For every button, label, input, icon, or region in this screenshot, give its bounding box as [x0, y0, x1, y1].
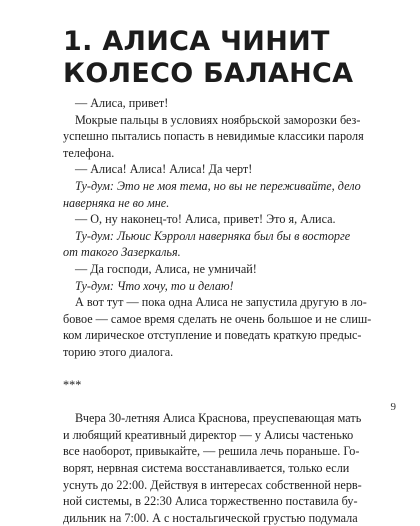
text-line: ной системы, в 22:30 Алиса торжественно поставила бу-: [63, 494, 358, 509]
text-line: уснуть до 22:00. Действуя в интересах собственной нерв-: [63, 477, 362, 492]
section-separator: ***: [63, 378, 82, 393]
text-line: Ту-дум: Льюис Кэрролл наверняка был бы в восторге: [75, 228, 351, 243]
chapter-title-line: КОЛЕСО БАЛАНСА: [63, 58, 354, 89]
text-line: А вот тут — пока одна Алиса не запустила другую в ло-: [75, 295, 367, 310]
paragraph-gap: [63, 361, 359, 378]
text-line: ком лирическое отступление и поведать краткую предыс-: [63, 328, 362, 343]
text-line: — Алиса! Алиса! Алиса! Да черт!: [75, 162, 253, 177]
text-line: Ту-дум: Это не моя тема, но вы не переживайте, дело: [75, 178, 361, 193]
text-line: Ту-дум: Что хочу, то и делаю!: [75, 278, 234, 293]
chapter-title-line: 1. АЛИСА ЧИНИТ: [63, 26, 330, 57]
text-line: и любящий креативный директор — у Алисы частенько: [63, 427, 354, 442]
text-line: ворят, нервная система восстанавливается, только если: [63, 461, 350, 476]
text-line: бовое — самое время сделать не очень большое и не слиш-: [63, 311, 372, 326]
text-line: наверняка не во мне.: [63, 195, 170, 210]
text-line: все наоборот, привыкайте, — решила лечь пораньше. Го-: [63, 444, 360, 459]
paragraph-gap: [63, 394, 359, 411]
text-line: дильник на 7:00. А с ностальгической грустью подумала: [63, 510, 358, 525]
text-line: — Алиса, привет!: [75, 96, 169, 110]
text-line: от такого Зазеркалья.: [63, 245, 181, 260]
page-number: 9: [390, 401, 396, 413]
chapter-title: [63, 26, 363, 90]
text-line: успешно пытались попасть в невидимые классики пароля: [63, 129, 364, 144]
text-line: — О, ну наконец-то! Алиса, привет! Это я, Алиса.: [75, 212, 336, 227]
chapter-body: [63, 95, 372, 526]
text-line: Мокрые пальцы в условиях ноябрьской заморозки без-: [75, 112, 361, 127]
text-line: торию этого диалога.: [63, 344, 174, 359]
text-line: телефона.: [63, 145, 115, 160]
text-line: Вчера 30-летняя Алиса Краснова, преуспевающая мать: [75, 411, 362, 426]
text-line: — Да господи, Алиса, не умничай!: [75, 261, 257, 276]
